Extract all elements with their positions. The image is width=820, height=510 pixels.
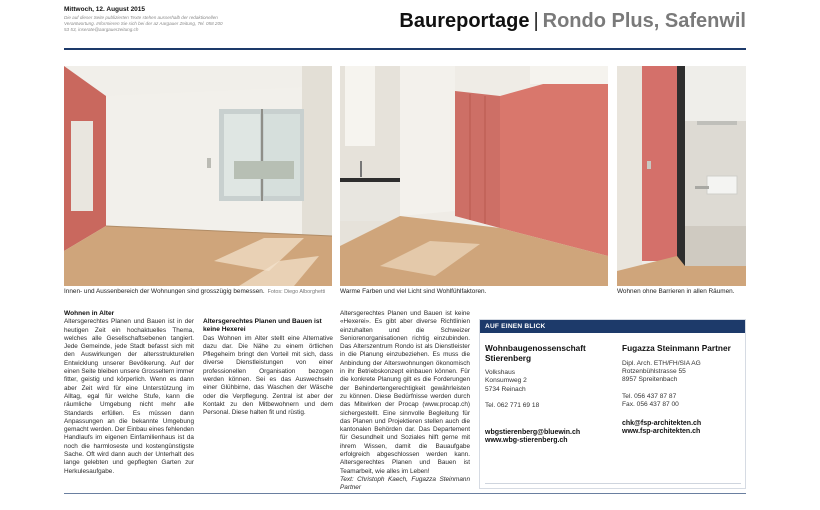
photo-credit: Fotos: Diego Alborghetti [267,289,326,295]
masthead [64,4,746,46]
page-title [399,10,746,33]
caption-photo-3: Wohnen ohne Barrieren in allen Räumen. [617,288,735,295]
caption-1-text: Innen- und Aussenbereich der Wohnungen sind grosszügig bemessen. [64,288,265,295]
disclaimer-text: Die auf dieser Seite publizierten Texte stehen ausserhalb der redaktionellen Verantwortung. Informieren Sie sich bei der az Aargauer Zeitung, Tel. 058 200 53 53, inserate@aargauerzeitung.ch [64,15,223,32]
fax-number: Fax. 056 437 87 00 [622,401,679,409]
photo-kitchen [340,66,608,286]
website-link[interactable]: www.wbg-stierenberg.ch [485,437,568,445]
info-box-heading: AUF EINEN BLICK [480,320,745,333]
firm-name: Wohnbaugenossenschaft Stierenberg [485,343,586,363]
article-paragraph-1: Altersgerechtes Planen und Bauen ist in der heutigen Zeit ein hochaktuelles Thema, welches alle Gesellschaftsebenen tangiert. Jede Gemeinde, jede Stadt befasst sich mit den Auswirkungen der altersstrukturellen Entwicklung unserer Bevölkerung. Auf der einen Seite bleiben unsere Grosseltern immer fitter, geistig und körperlich. Wenn es dann aber Zeit wird für eine Unterstützung im Alltag, egal für welche Stufe, kann die räumliche Umgebung nicht mehr alle Standards erfüllen. Es müssen dann Anpassungen an die bekannte Umgebung gemacht werden. Der Einbau eines fehlenden Handlaufs im eigenen Einfamilienhaus ist da noch die harmloseste und kostengünstigste Sache. Oft wird dann auch der Unterhalt des lange gelebten und gepflegten Garten zur Herkulesaufgabe. [64,318,195,475]
caption-photo-1 [64,288,325,295]
info-box [479,319,746,489]
address-line-1: Volkshaus [485,369,516,376]
header-rule [64,48,746,50]
title-separator: | [533,10,539,32]
address-line-2: Rotzenbühlstrasse 55 [622,367,686,375]
article-paragraph-3: Altersgerechtes Planen und Bauen ist keine «Hexerei». Es gibt aber diverse Richtlinien einzuhalten und die Schweizer Seniorenorganisationen richtig einzubinden. Das Alterszentrum Rondo ist als Dienstleister in die Planung einzubeziehen. Es muss die Anbindung der Alterswohnungen ökonomisch in ihr Betriebskonzept einbauen können. Für die konkrete Planung gilt es die Forderungen der Behindertengerechtigkeit gewährleisten zu können. Diese Bedürfnisse werden durch das Mitwirken der Procap (www.procap.ch) sichergestellt. Eine sinnvolle Begleitung für das Planen und Projektieren stellen auch die kantonalen Behörden dar. Das Departement für Gesundheit und Soziales hilft gerne mit ihrem Wissen, damit die Bauaufgabe erfolgreich abgeschlossen werden kann. Altersgerechtes Planen und Bauen ist Teamarbeit, wie alles im Leben! [340,310,470,475]
article-column-2 [203,310,333,418]
issue-date: Mittwoch, 12. August 2015 [64,6,146,13]
contact-fsp-architekten [622,344,750,436]
photo-living-room [64,66,332,286]
article-column-3 [340,310,470,493]
title-sub: Rondo Plus, Safenwil [542,10,746,32]
article-paragraph-2: Das Wohnen im Alter stellt eine Alternative dazu dar. Die Nähe zu einem örtlichen Pflegeheim bringt den Vorteil mit sich, dass diverse Dienstleistungen von einer professionellen Organisation bezogen werden können. Sei es das Auswechseln einer Glühbirne, das Waschen der Wäsche oder die Verpflegung. Zentral ist aber der Kontakt zu den Mitbewohnern und dem Personal. Diese halten fit und rüstig. [203,334,333,417]
phone-number: Tel. 062 771 69 18 [485,402,540,410]
email-link[interactable]: chk@fsp-architekten.ch [622,419,702,427]
footer-rule [64,493,746,494]
caption-photo-2: Warme Farben und viel Licht sind Wohlfühlfaktoren. [340,288,487,295]
info-box-rule [485,483,741,484]
email-link[interactable]: wbgstierenberg@bluewin.ch [485,428,581,436]
address-line-1: Dipl. Arch. ETH/FH/SIA AG [622,359,701,367]
title-main: Baureportage [399,10,530,32]
article-authors: Text: Christoph Kaech, Fugazza Steinmann Partner [340,475,470,492]
article-heading-2: Altersgerechtes Planen und Bauen ist keine Hexerei [203,318,322,334]
phone-number: Tel. 056 437 87 87 [622,392,677,400]
article-heading-1: Wohnen in Alter [64,310,115,317]
column-spacer [203,310,333,318]
website-link[interactable]: www.fsp-architekten.ch [622,427,701,435]
address-line-3: 5734 Reinach [485,385,526,393]
article-column-1 [64,310,194,476]
firm-name: Fugazza Steinmann Partner [622,343,731,353]
contact-wbg-stierenberg [485,344,613,445]
address-line-2: Konsumweg 2 [485,377,527,385]
photo-bathroom [617,66,746,286]
address-line-3: 8957 Spreitenbach [622,376,678,384]
